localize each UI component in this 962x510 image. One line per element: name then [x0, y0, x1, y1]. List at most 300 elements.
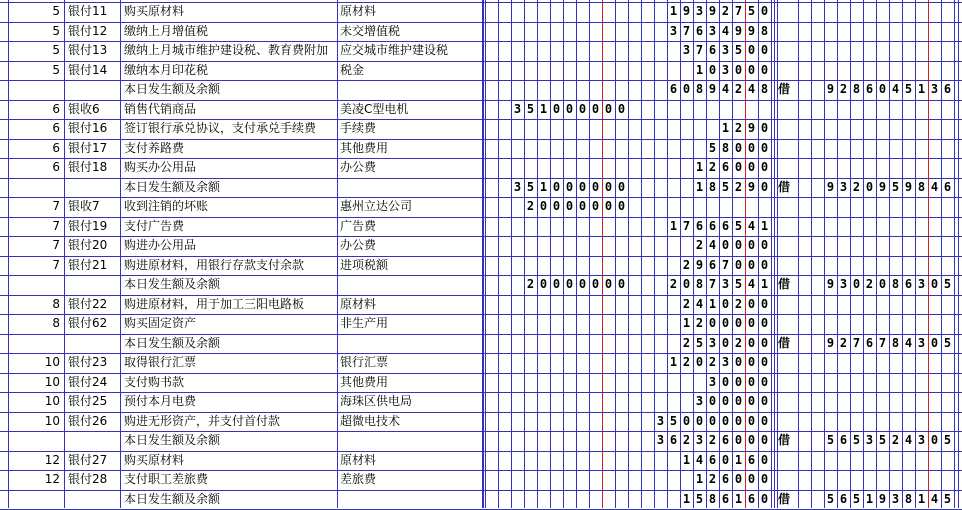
row-voucher: 银付24: [68, 375, 108, 389]
credit-amount-digit: 0: [760, 316, 769, 330]
credit-amount-digit: 6: [708, 219, 717, 233]
row-account: 惠州立达公司: [340, 199, 413, 213]
row-voucher: 银付21: [68, 258, 108, 272]
balance-amount-digit: 8: [891, 277, 900, 291]
row-account: 进项税额: [340, 258, 389, 272]
balance-amount-digit: 5: [826, 433, 835, 447]
credit-amount-digit: 0: [721, 453, 730, 467]
credit-amount-digit: 2: [734, 336, 743, 350]
credit-amount-digit: 9: [682, 4, 691, 18]
row-direction: 借: [778, 180, 791, 194]
row-direction: [778, 451, 796, 470]
row-summary: 购进无形资产，并支付首付款: [124, 414, 281, 428]
credit-amount-digit: 7: [682, 219, 691, 233]
balance-amount-digit: 3: [839, 277, 848, 291]
row-direction: [778, 197, 796, 216]
row-account: 原材料: [340, 297, 377, 311]
row-account: 差旅费: [340, 472, 377, 486]
balance-amount-digit: 8: [917, 180, 926, 194]
credit-amount-digit: 8: [708, 492, 717, 506]
row-summary: 收到注销的坏账: [124, 199, 209, 213]
row-voucher: 银付20: [68, 238, 108, 252]
credit-amount-digit: 0: [734, 238, 743, 252]
balance-amount-digit: 0: [930, 433, 939, 447]
row-day: 10: [44, 414, 60, 428]
credit-amount-digit: 5: [734, 277, 743, 291]
credit-amount-digit: 0: [682, 82, 691, 96]
balance-amount-digit: 3: [891, 492, 900, 506]
credit-amount-digit: 0: [747, 355, 756, 369]
credit-amount-digit: 0: [747, 258, 756, 272]
credit-amount-digit: 3: [721, 277, 730, 291]
balance-amount-digit: 5: [891, 180, 900, 194]
debit-amount-digit: 1: [539, 180, 548, 194]
credit-amount-digit: 6: [721, 160, 730, 174]
debit-amount-digit: 0: [617, 277, 626, 291]
row-day: [8, 80, 60, 99]
credit-amount-digit: 6: [695, 219, 704, 233]
credit-amount-digit: 7: [734, 4, 743, 18]
credit-amount-digit: 6: [669, 82, 678, 96]
row-summary: 本日发生额及余额: [124, 492, 221, 506]
credit-amount-digit: 0: [721, 394, 730, 408]
row-summary: 取得银行汇票: [124, 355, 197, 369]
credit-amount-digit: 1: [760, 219, 769, 233]
row-direction: 借: [778, 82, 791, 96]
credit-amount-digit: 0: [747, 433, 756, 447]
row-summary: 本日发生额及余额: [124, 82, 221, 96]
row-voucher: 银付19: [68, 219, 108, 233]
row-voucher: [68, 490, 120, 509]
row-voucher: [68, 334, 120, 353]
row-voucher: 银付13: [68, 43, 108, 57]
credit-amount-digit: 0: [734, 414, 743, 428]
credit-amount-digit: 0: [760, 433, 769, 447]
credit-amount-digit: 3: [695, 4, 704, 18]
credit-amount-digit: 7: [682, 24, 691, 38]
balance-amount-digit: 5: [943, 277, 952, 291]
row-direction: [778, 158, 796, 177]
row-direction: [778, 61, 796, 80]
credit-amount-digit: 0: [760, 141, 769, 155]
credit-amount-digit: 0: [747, 141, 756, 155]
credit-amount-digit: 9: [695, 258, 704, 272]
credit-amount-digit: 0: [734, 375, 743, 389]
credit-amount-digit: 0: [734, 316, 743, 330]
debit-amount-digit: 5: [526, 180, 535, 194]
debit-amount-digit: 0: [591, 277, 600, 291]
credit-amount-digit: 9: [734, 24, 743, 38]
credit-amount-digit: 1: [669, 219, 678, 233]
row-day: 10: [44, 394, 60, 408]
credit-amount-digit: 1: [734, 453, 743, 467]
credit-amount-digit: 1: [669, 355, 678, 369]
row-voucher: 银付14: [68, 63, 108, 77]
credit-amount-digit: 1: [669, 4, 678, 18]
credit-amount-digit: 6: [721, 219, 730, 233]
row-voucher: [68, 80, 120, 99]
balance-amount-digit: 3: [917, 433, 926, 447]
balance-amount-digit: 0: [878, 277, 887, 291]
row-day: [8, 275, 60, 294]
row-voucher: 银付23: [68, 355, 108, 369]
credit-amount-digit: 2: [734, 297, 743, 311]
row-summary: 购买原材料: [124, 453, 185, 467]
credit-amount-digit: 0: [760, 336, 769, 350]
balance-amount-digit: 2: [839, 82, 848, 96]
credit-amount-digit: 0: [747, 238, 756, 252]
debit-amount-digit: 0: [565, 199, 574, 213]
credit-amount-digit: 3: [695, 433, 704, 447]
row-voucher: 银付22: [68, 297, 108, 311]
row-direction: [778, 119, 796, 138]
balance-amount-digit: 0: [930, 336, 939, 350]
row-direction: [778, 22, 796, 41]
debit-amount-digit: 0: [552, 199, 561, 213]
credit-amount-digit: 6: [708, 453, 717, 467]
debit-amount-digit: 0: [578, 277, 587, 291]
credit-amount-digit: 4: [695, 297, 704, 311]
row-summary: 本日发生额及余额: [124, 277, 221, 291]
credit-amount-digit: 6: [721, 472, 730, 486]
credit-amount-digit: 0: [760, 355, 769, 369]
credit-amount-digit: 6: [669, 433, 678, 447]
credit-amount-digit: 2: [734, 180, 743, 194]
credit-amount-digit: 0: [708, 394, 717, 408]
credit-amount-digit: 0: [760, 414, 769, 428]
credit-amount-digit: 5: [669, 414, 678, 428]
row-direction: 借: [778, 433, 791, 447]
row-account: 非生产用: [340, 316, 389, 330]
row-day: 7: [52, 238, 60, 252]
credit-amount-digit: 2: [734, 121, 743, 135]
balance-amount-digit: 0: [930, 277, 939, 291]
row-direction: [778, 41, 796, 60]
credit-amount-digit: 2: [708, 160, 717, 174]
row-direction: 借: [778, 492, 791, 506]
balance-amount-digit: 2: [839, 336, 848, 350]
balance-amount-digit: 5: [943, 433, 952, 447]
credit-amount-digit: 2: [734, 82, 743, 96]
row-direction: [778, 392, 796, 411]
credit-amount-digit: 0: [760, 297, 769, 311]
row-day: [8, 431, 60, 450]
credit-amount-digit: 0: [747, 375, 756, 389]
credit-amount-digit: 2: [708, 355, 717, 369]
credit-amount-digit: 9: [747, 121, 756, 135]
row-day: [8, 334, 60, 353]
credit-amount-digit: 4: [708, 238, 717, 252]
credit-amount-digit: 8: [695, 277, 704, 291]
row-account: 其他费用: [340, 141, 389, 155]
credit-amount-digit: 5: [708, 141, 717, 155]
credit-amount-digit: 0: [747, 160, 756, 174]
credit-amount-digit: 2: [669, 277, 678, 291]
credit-amount-digit: 0: [734, 433, 743, 447]
balance-amount-digit: 3: [917, 336, 926, 350]
credit-amount-digit: 0: [708, 63, 717, 77]
balance-amount-digit: 2: [852, 180, 861, 194]
row-summary: 缴纳本月印花税: [124, 63, 209, 77]
credit-amount-digit: 2: [721, 4, 730, 18]
row-voucher: 银付25: [68, 394, 108, 408]
row-day: 12: [44, 472, 60, 486]
credit-amount-digit: 4: [721, 82, 730, 96]
debit-amount-digit: 3: [513, 102, 522, 116]
credit-amount-digit: 0: [747, 297, 756, 311]
credit-amount-digit: 4: [747, 277, 756, 291]
credit-amount-digit: 1: [682, 316, 691, 330]
row-voucher: 银付16: [68, 121, 108, 135]
balance-amount-digit: 5: [852, 433, 861, 447]
debit-amount-digit: 0: [604, 180, 613, 194]
credit-amount-digit: 1: [695, 160, 704, 174]
row-day: 5: [52, 43, 60, 57]
credit-amount-digit: 4: [695, 453, 704, 467]
credit-amount-digit: 0: [734, 258, 743, 272]
credit-amount-digit: 6: [708, 43, 717, 57]
balance-amount-digit: 4: [904, 433, 913, 447]
credit-amount-digit: 0: [734, 394, 743, 408]
credit-amount-digit: 2: [682, 433, 691, 447]
debit-amount-digit: 0: [539, 199, 548, 213]
row-direction: [778, 470, 796, 489]
credit-amount-digit: 5: [734, 43, 743, 57]
row-day: 7: [52, 258, 60, 272]
credit-amount-digit: 6: [747, 453, 756, 467]
row-day: [8, 490, 60, 509]
row-account: 银行汇票: [340, 355, 389, 369]
credit-amount-digit: 9: [708, 82, 717, 96]
credit-amount-digit: 1: [682, 492, 691, 506]
credit-amount-digit: 0: [760, 4, 769, 18]
debit-amount-digit: 0: [591, 199, 600, 213]
row-direction: [778, 217, 796, 236]
credit-amount-digit: 0: [760, 160, 769, 174]
credit-amount-digit: 6: [721, 433, 730, 447]
credit-amount-digit: 3: [721, 355, 730, 369]
row-account: 应交城市维护建设税: [340, 43, 449, 57]
row-account: 其他费用: [340, 375, 389, 389]
credit-amount-digit: 0: [682, 414, 691, 428]
balance-amount-digit: 8: [891, 336, 900, 350]
row-summary: 缴纳上月增值税: [124, 24, 209, 38]
row-summary: 购买固定资产: [124, 316, 197, 330]
credit-amount-digit: 0: [760, 63, 769, 77]
balance-amount-digit: 9: [878, 492, 887, 506]
balance-amount-digit: 5: [852, 492, 861, 506]
credit-amount-digit: 0: [760, 394, 769, 408]
row-account: 广告费: [340, 219, 377, 233]
balance-amount-digit: 6: [865, 82, 874, 96]
credit-amount-digit: 3: [708, 336, 717, 350]
row-account: [340, 80, 480, 99]
row-day: 6: [52, 102, 60, 116]
balance-amount-digit: 3: [917, 277, 926, 291]
debit-amount-digit: 0: [591, 102, 600, 116]
balance-amount-digit: 3: [865, 433, 874, 447]
row-account: 原材料: [340, 4, 377, 18]
row-account: 美凌C型电机: [340, 102, 409, 116]
row-direction: [778, 100, 796, 119]
credit-amount-digit: 3: [721, 43, 730, 57]
row-summary: 支付养路费: [124, 141, 185, 155]
debit-amount-digit: 0: [591, 180, 600, 194]
row-day: 10: [44, 375, 60, 389]
debit-amount-digit: 0: [617, 180, 626, 194]
credit-amount-digit: 5: [747, 4, 756, 18]
balance-amount-digit: 6: [839, 433, 848, 447]
balance-amount-digit: 3: [930, 82, 939, 96]
debit-amount-digit: 5: [526, 102, 535, 116]
credit-amount-digit: 8: [708, 180, 717, 194]
credit-amount-digit: 3: [708, 24, 717, 38]
credit-amount-digit: 0: [747, 316, 756, 330]
credit-amount-digit: 0: [708, 414, 717, 428]
debit-amount-digit: 0: [604, 199, 613, 213]
row-account: 办公费: [340, 238, 377, 252]
row-day: 7: [52, 219, 60, 233]
row-summary: 支付广告费: [124, 219, 185, 233]
credit-amount-digit: 0: [760, 121, 769, 135]
credit-amount-digit: 1: [695, 180, 704, 194]
row-voucher: [68, 178, 120, 197]
credit-amount-digit: 9: [747, 180, 756, 194]
credit-amount-digit: 8: [760, 24, 769, 38]
balance-amount-digit: 9: [826, 82, 835, 96]
debit-amount-digit: 1: [539, 102, 548, 116]
row-summary: 购买办公用品: [124, 160, 197, 174]
row-day: 5: [52, 24, 60, 38]
row-voucher: [68, 275, 120, 294]
row-voucher: 银付12: [68, 24, 108, 38]
credit-amount-digit: 5: [695, 492, 704, 506]
row-day: 10: [44, 355, 60, 369]
balance-amount-digit: 9: [826, 277, 835, 291]
balance-amount-digit: 6: [943, 82, 952, 96]
debit-amount-digit: 2: [526, 199, 535, 213]
credit-amount-digit: 5: [695, 336, 704, 350]
credit-amount-digit: 0: [721, 336, 730, 350]
credit-amount-digit: 0: [747, 336, 756, 350]
credit-amount-digit: 2: [682, 258, 691, 272]
row-voucher: [68, 431, 120, 450]
credit-amount-digit: 0: [760, 472, 769, 486]
credit-amount-digit: 1: [695, 472, 704, 486]
balance-amount-digit: 2: [865, 277, 874, 291]
debit-amount-digit: 2: [526, 277, 535, 291]
row-account: [340, 490, 480, 509]
credit-amount-digit: 0: [734, 472, 743, 486]
debit-amount-digit: 0: [578, 199, 587, 213]
row-voucher: 银付17: [68, 141, 108, 155]
credit-amount-digit: 0: [747, 43, 756, 57]
credit-amount-digit: 1: [708, 297, 717, 311]
credit-amount-digit: 6: [695, 24, 704, 38]
balance-amount-digit: 8: [852, 82, 861, 96]
row-summary: 购进原材料，用于加工三阳电路板: [124, 297, 305, 311]
balance-amount-digit: 9: [826, 180, 835, 194]
debit-amount-digit: 0: [539, 277, 548, 291]
credit-amount-digit: 2: [708, 472, 717, 486]
row-account: [340, 275, 480, 294]
credit-amount-digit: 8: [721, 141, 730, 155]
balance-amount-digit: 5: [943, 336, 952, 350]
credit-amount-digit: 0: [747, 63, 756, 77]
row-direction: [778, 236, 796, 255]
credit-amount-digit: 2: [682, 355, 691, 369]
row-direction: 借: [778, 277, 791, 291]
row-account: 手续费: [340, 121, 377, 135]
row-summary: 购进原材料，用银行存款支付余款: [124, 258, 305, 272]
balance-amount-digit: 7: [852, 336, 861, 350]
row-voucher: 银收7: [68, 199, 100, 213]
credit-amount-digit: 3: [656, 433, 665, 447]
credit-amount-digit: 3: [721, 63, 730, 77]
row-summary: 本日发生额及余额: [124, 180, 221, 194]
row-direction: [778, 353, 796, 372]
credit-amount-digit: 0: [734, 160, 743, 174]
row-voucher: 银付11: [68, 4, 108, 18]
credit-amount-digit: 1: [734, 492, 743, 506]
balance-amount-digit: 5: [826, 492, 835, 506]
balance-amount-digit: 6: [865, 336, 874, 350]
credit-amount-digit: 2: [708, 433, 717, 447]
balance-amount-digit: 5: [943, 492, 952, 506]
row-summary: 本日发生额及余额: [124, 336, 221, 350]
row-summary: 支付购书款: [124, 375, 185, 389]
credit-amount-digit: 7: [708, 277, 717, 291]
row-day: 12: [44, 453, 60, 467]
credit-amount-digit: 0: [708, 316, 717, 330]
credit-amount-digit: 0: [760, 375, 769, 389]
credit-amount-digit: 0: [760, 492, 769, 506]
balance-amount-digit: 6: [839, 492, 848, 506]
credit-amount-digit: 0: [721, 316, 730, 330]
credit-amount-digit: 8: [760, 82, 769, 96]
credit-amount-digit: 1: [695, 63, 704, 77]
row-day: 8: [52, 316, 60, 330]
credit-amount-digit: 9: [708, 4, 717, 18]
balance-amount-digit: 6: [904, 277, 913, 291]
row-day: 6: [52, 121, 60, 135]
row-summary: 销售代销商品: [124, 102, 197, 116]
balance-amount-digit: 6: [943, 180, 952, 194]
credit-amount-digit: 5: [734, 219, 743, 233]
credit-amount-digit: 0: [747, 472, 756, 486]
credit-amount-digit: 0: [721, 238, 730, 252]
debit-amount-digit: 0: [565, 277, 574, 291]
credit-amount-digit: 8: [695, 82, 704, 96]
row-day: 6: [52, 141, 60, 155]
credit-amount-digit: 0: [721, 297, 730, 311]
row-direction: [778, 256, 796, 275]
credit-amount-digit: 0: [721, 375, 730, 389]
row-direction: [778, 295, 796, 314]
credit-amount-digit: 0: [695, 414, 704, 428]
credit-amount-digit: 0: [760, 238, 769, 252]
row-day: 5: [52, 63, 60, 77]
credit-amount-digit: 3: [708, 375, 717, 389]
credit-amount-digit: 0: [760, 180, 769, 194]
row-account: 未交增值税: [340, 24, 401, 38]
row-voucher: 银收6: [68, 102, 100, 116]
credit-amount-digit: 5: [721, 180, 730, 194]
row-day: 6: [52, 160, 60, 174]
row-account: [340, 334, 480, 353]
credit-amount-digit: 3: [669, 24, 678, 38]
balance-amount-digit: 0: [865, 180, 874, 194]
